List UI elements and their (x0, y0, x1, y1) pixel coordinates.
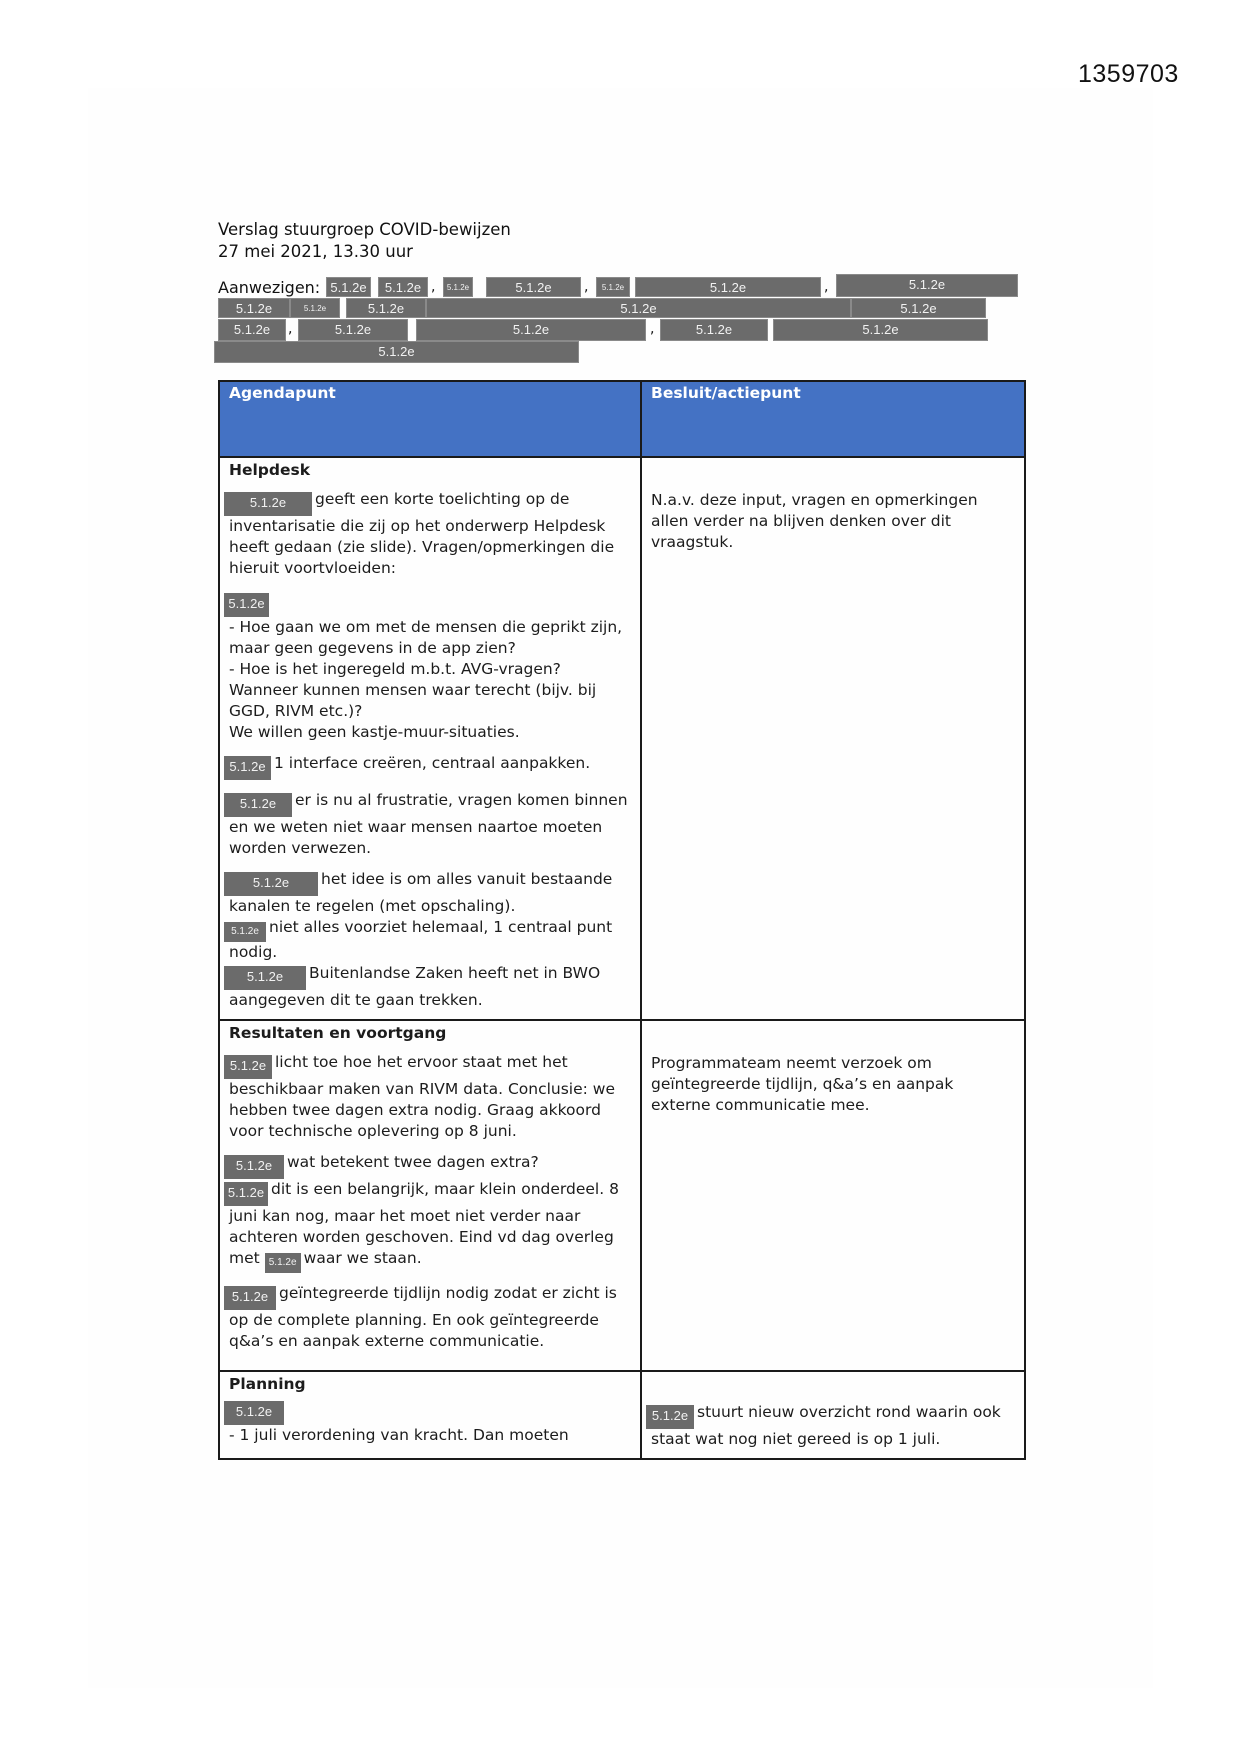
redaction-box: 5.1.2e (416, 319, 646, 341)
paragraph: 5.1.2e licht toe hoe het ervoor staat met het beschikbaar maken van RIVM data. Conclusie: we hebben twee dagen extra nodig. Graag akkoord voor technische oplevering op 8 juni. (229, 1052, 631, 1142)
redaction-box: 5.1.2e (224, 966, 306, 990)
decision-text: Programmateam neemt verzoek om geïntegreerde tijdlijn, q&a’s en aanpak externe communicatie mee. (651, 1054, 954, 1114)
redaction-box: 5.1.2e (486, 277, 581, 297)
date-line: 27 mei 2021, 13.30 uur (218, 242, 413, 261)
redaction-box: 5.1.2e (773, 319, 988, 341)
attendees-block: Aanwezigen: 5.1.2e 5.1.2e , 5.1.2e 5.1.2e , 5.1.2e 5.1.2e , 5.1.2e 5.1.2e 5.1.2e 5.1.2e 5.1.2e 5.1.2e 5.1.2e , 5.1.2e 5.1.2e , 5.1.2e 5.1.2e 5.1.2e (218, 277, 1018, 367)
title-line: Verslag stuurgroep COVID-bewijzen (218, 220, 511, 239)
redaction-box: 5.1.2e (346, 298, 426, 318)
redaction-box: 5.1.2e (290, 298, 340, 318)
redaction-box: 5.1.2e (646, 1405, 694, 1429)
redaction-box: 5.1.2e (635, 277, 821, 297)
table-row (219, 457, 1025, 1020)
redaction-box: 5.1.2e (224, 1055, 272, 1079)
decision-cell (641, 1020, 1025, 1371)
decision-text: 5.1.2e stuurt nieuw overzicht rond waarin ook staat wat nog niet gereed is op 1 juli. (642, 1372, 1024, 1458)
redaction-box: 5.1.2e (836, 274, 1018, 297)
paragraph: 5.1.2e wat betekent twee dagen extra? 5.1.2e dit is een belangrijk, maar klein onderdeel. 8 juni kan nog, maar het moet niet verder naar achteren worden geschoven. Eind vd dag overleg met 5.1.2e waar we staan. (229, 1152, 631, 1273)
redaction-box: 5.1.2e (218, 298, 290, 318)
section-title: Planning (229, 1375, 306, 1393)
document-title (218, 219, 511, 263)
redaction-box: 5.1.2e (224, 756, 271, 780)
redaction-box: 5.1.2e (298, 319, 408, 341)
table-row (219, 1020, 1025, 1371)
redaction-box: 5.1.2e (224, 793, 292, 817)
section-title: Helpdesk (229, 461, 311, 479)
paragraph: 5.1.2e geeft een korte toelichting op de inventarisatie die zij op het onderwerp Helpdesk heeft gedaan (zie slide). Vragen/opmerkingen die hieruit voortvloeiden: (229, 489, 631, 579)
redaction-box: 5.1.2e (214, 341, 579, 363)
redaction-box: 5.1.2e (426, 298, 851, 318)
paragraph: - 1 juli verordening van kracht. Dan moeten (229, 1426, 569, 1444)
agenda-cell (219, 1020, 641, 1371)
redaction-box: 5.1.2e (851, 298, 986, 318)
section-title: Resultaten en voortgang (229, 1024, 447, 1042)
redaction-box: 5.1.2e (596, 277, 630, 297)
agenda-table (218, 380, 1026, 1460)
redaction-box: 5.1.2e (218, 319, 286, 341)
attendees-label: Aanwezigen: (218, 278, 321, 297)
column-header-besluit: Besluit/actiepunt (641, 381, 1025, 457)
decision-text: N.a.v. deze input, vragen en opmerkingen allen verder na blijven denken over dit vraagstuk. (651, 491, 978, 551)
redaction-box: 5.1.2e (224, 1286, 276, 1310)
paragraph: 5.1.2e Buitenlandse Zaken heeft net in BWO aangegeven dit te gaan trekken. (229, 963, 631, 1011)
decision-cell (641, 1371, 1025, 1459)
redaction-box: 5.1.2e (378, 277, 428, 297)
paragraph: 5.1.2e het idee is om alles vanuit bestaande kanalen te regelen (met opschaling). (229, 869, 631, 917)
paragraph: 5.1.2e - Hoe gaan we om met de mensen die geprikt zijn, maar geen gegevens in de app zien? - Hoe is het ingeregeld m.b.t. AVG-vragen? Wanneer kunnen mensen waar terecht (bijv. bij GGD, RIVM etc.)? We willen geen kastje-muur-situaties. (229, 593, 631, 743)
redaction-box: 5.1.2e (224, 1401, 284, 1425)
paragraph: 5.1.2e 1 interface creëren, centraal aanpakken. (229, 753, 631, 780)
redaction-box: 5.1.2e (443, 277, 473, 297)
paragraph: 5.1.2e geïntegreerde tijdlijn nodig zodat er zicht is op de complete planning. En ook geïntegreerde q&a’s en aanpak externe communicatie. (229, 1283, 631, 1352)
redaction-box: 5.1.2e (224, 872, 318, 896)
redaction-box: 5.1.2e (224, 1182, 268, 1206)
redaction-box: 5.1.2e (224, 593, 269, 617)
redaction-box: 5.1.2e (224, 1155, 284, 1179)
agenda-cell (219, 457, 641, 1020)
table-row (219, 1371, 1025, 1459)
paragraph: 5.1.2e er is nu al frustratie, vragen komen binnen en we weten niet waar mensen naartoe moeten worden verwezen. (229, 790, 631, 859)
document-id: 1359703 (1078, 60, 1179, 88)
redaction-box: 5.1.2e (660, 319, 768, 341)
redaction-box: 5.1.2e (326, 277, 371, 297)
redaction-box: 5.1.2e (224, 492, 312, 516)
agenda-cell (219, 1371, 641, 1459)
paragraph: 5.1.2e niet alles voorziet helemaal, 1 centraal punt nodig. (229, 917, 631, 963)
decision-cell (641, 457, 1025, 1020)
redaction-box: 5.1.2e (224, 922, 266, 942)
column-header-agendapunt: Agendapunt (219, 381, 641, 457)
redaction-box: 5.1.2e (265, 1253, 301, 1273)
table-header-row (219, 381, 1025, 457)
